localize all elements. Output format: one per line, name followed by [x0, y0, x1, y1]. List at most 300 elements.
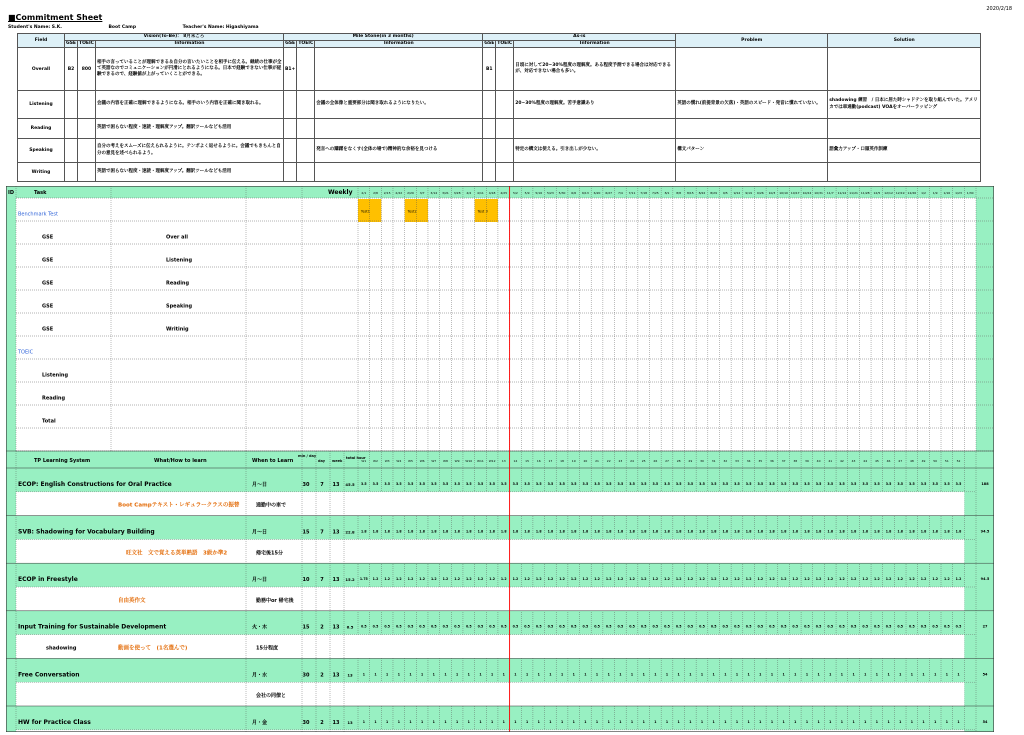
- weekly-hours: 1: [922, 672, 925, 677]
- weekly-hours: 1: [525, 719, 529, 724]
- week-number: 44: [863, 459, 868, 463]
- weekly-hours: 1.8: [745, 529, 752, 534]
- weekly-hours: 0.5: [489, 624, 495, 629]
- weekly-hours: 1.2: [920, 577, 927, 582]
- week-number: 43: [851, 459, 856, 463]
- weekly-hours: 3.5: [605, 481, 612, 486]
- weekly-hours: 3.5: [454, 481, 460, 486]
- weekly-hours: 1: [770, 672, 774, 677]
- vision-cell-v-toeic: [78, 163, 96, 182]
- vision-cell-a-info: [514, 163, 676, 182]
- vision-cell-v-toeic: [78, 119, 96, 139]
- lh-min-header: min / day: [298, 454, 317, 458]
- vision-cell-a-gse: [483, 139, 496, 163]
- weekly-hours: 0.5: [944, 624, 950, 629]
- weekly-hours: 1: [945, 672, 948, 677]
- vision-cell-v-gse: [65, 163, 78, 182]
- weekly-hours: 3.5: [617, 481, 624, 486]
- teacher-name: Teacher's Name: Higashiyama: [182, 25, 259, 30]
- date-label: 10/17: [790, 191, 800, 195]
- weekly-hours: 1.2: [454, 577, 460, 582]
- weekly-hours: 1: [654, 672, 657, 677]
- weekly-hours: 1: [817, 719, 820, 724]
- date-label: 2/8: [373, 191, 378, 195]
- program-week: 13: [332, 624, 340, 631]
- weekly-hours: 1.8: [500, 529, 507, 534]
- date-label: 8/15: [686, 191, 694, 195]
- date-label: 11/7: [826, 191, 834, 195]
- weekly-hours: 1: [875, 719, 878, 724]
- weekly-hours: 3.5: [757, 481, 764, 486]
- vision-cell-m-gse: B1+: [283, 48, 296, 91]
- weekly-hours: 1: [619, 672, 622, 677]
- weekly-hours: 1: [805, 672, 809, 677]
- weekly-hours: 1: [922, 719, 925, 724]
- weekly-hours: 1.2: [687, 577, 694, 582]
- vision-cell-a-info: 日頃に対して20~30%程度の理解度。ある程度予測できる場合は対応できるが、対応できない場合も多い。: [514, 48, 676, 91]
- program-total: 13: [347, 672, 353, 678]
- week-number: W4: [396, 459, 402, 463]
- weekly-hours: 1: [899, 719, 902, 724]
- vision-cell-problem: [676, 119, 828, 139]
- vision-cell-m-gse: [283, 163, 296, 182]
- weekly-hours: 1: [560, 719, 564, 724]
- weekly-hours: 1.2: [710, 577, 717, 582]
- vision-row: [18, 139, 981, 163]
- vision-cell-a-gse: [483, 163, 496, 182]
- weekly-hours: 1: [875, 672, 878, 677]
- weekly-hours: 1.8: [897, 529, 904, 534]
- bench-row-label: Reading: [42, 395, 66, 402]
- weekly-hours: 0.5: [920, 624, 927, 629]
- date-label: 5/2: [513, 191, 518, 195]
- program-sub-when: 会社の同僚と: [256, 693, 287, 700]
- bench-row-label: GSE: [42, 326, 54, 333]
- weekly-hours: 1: [677, 719, 680, 724]
- weekly-hours: 3.5: [372, 481, 379, 486]
- weekly-hours: 1: [864, 719, 867, 724]
- program-week: 13: [332, 529, 340, 536]
- week-number: 23: [618, 459, 623, 463]
- program-name: ECOP in Freestyle: [18, 576, 78, 584]
- week-number: 16: [536, 459, 541, 463]
- weekly-hours: 3.5: [944, 481, 950, 486]
- week-number: 49: [921, 459, 926, 463]
- weekly-hours: 1: [840, 672, 844, 677]
- week-number: W12: [488, 459, 496, 463]
- weekly-hours: 1: [735, 719, 739, 724]
- weekly-hours: 1.2: [512, 577, 519, 582]
- weekly-hours: 1: [467, 719, 470, 724]
- weekly-hours: 0.5: [535, 624, 542, 629]
- task-header: Task: [34, 190, 47, 196]
- weekly-hours: 1.8: [780, 529, 787, 534]
- bench-grid-bg: [358, 198, 994, 451]
- vision-cell-m-gse: [283, 119, 296, 139]
- lh-day-header: day: [318, 459, 326, 463]
- weekly-hours: 0.5: [909, 624, 915, 629]
- date-label: 1/2: [921, 191, 926, 195]
- weekly-hours: 3.5: [932, 481, 939, 486]
- week-number: 31: [711, 459, 716, 463]
- program-when: 月・金: [252, 719, 268, 726]
- date-label: 9/26: [756, 191, 764, 195]
- vision-cell-field: Speaking: [18, 139, 65, 163]
- weekly-hours: 0.5: [664, 624, 670, 629]
- weekly-hours: 0.5: [815, 624, 822, 629]
- weekly-hours: 1.2: [722, 577, 729, 582]
- milestone-gse-header: GSE: [285, 41, 296, 46]
- vision-cell-m-gse: [283, 139, 296, 163]
- weekly-header: Weekly: [328, 189, 353, 196]
- date-label: 10/31: [814, 191, 823, 195]
- lh-system-header: TP Learning System: [34, 458, 91, 464]
- program-sum: 94.5: [980, 577, 990, 582]
- vision-cell-v-gse: [65, 139, 78, 163]
- vision-cell-v-info: 英語で困らない程度・速読・理解度アップ。翻訳ツールなども活用: [95, 163, 283, 182]
- weekly-hours: 1: [782, 672, 785, 677]
- weekly-hours: 1: [514, 719, 517, 724]
- weekly-hours: 1: [479, 719, 482, 724]
- vision-cell-field: Writing: [18, 163, 65, 182]
- date-label: 1/16: [943, 191, 951, 195]
- weekly-hours: 0.5: [582, 624, 589, 629]
- week-number: 20: [583, 459, 588, 463]
- weekly-hours: 1: [386, 672, 389, 677]
- test-label: Test 3: [477, 209, 488, 214]
- weekly-hours: 1: [572, 672, 575, 677]
- date-label: 6/6: [571, 191, 577, 195]
- weekly-hours: 1: [934, 719, 937, 724]
- weekly-hours: 1.8: [815, 529, 822, 534]
- weekly-hours: 1: [724, 672, 727, 677]
- weekly-hours: 1: [386, 719, 389, 724]
- date-label: 3/28: [453, 191, 461, 195]
- weekly-hours: 0.5: [687, 624, 694, 629]
- weekly-hours: 3.5: [629, 481, 635, 486]
- date-label: 12/12: [884, 191, 893, 195]
- weekly-hours: 0.5: [745, 624, 752, 629]
- weekly-hours: 3.5: [664, 481, 670, 486]
- vision-header: Vision(To-Be)： 8月末ごろ: [65, 34, 284, 41]
- weekly-hours: 0.5: [897, 624, 904, 629]
- weekly-hours: 1.8: [652, 529, 659, 534]
- weekly-hours: 0.5: [699, 624, 705, 629]
- weekly-hours: 1.8: [384, 529, 390, 534]
- program-sum: 54: [982, 672, 988, 677]
- vision-gse-header: GSE: [66, 41, 77, 46]
- weekly-hours: 1: [665, 719, 669, 724]
- date-label: 12/5: [873, 191, 881, 195]
- weekly-hours: 1.2: [489, 577, 495, 582]
- date-label: 7/4: [617, 191, 623, 195]
- weekly-hours: 0.5: [804, 624, 810, 629]
- weekly-hours: 0.5: [547, 624, 554, 629]
- weekly-hours: 0.5: [722, 624, 729, 629]
- date-label: 6/27: [605, 191, 613, 195]
- weekly-hours: 1.8: [827, 529, 834, 534]
- weekly-hours: 1.2: [769, 577, 775, 582]
- weekly-hours: 1.8: [850, 529, 857, 534]
- week-number: 18: [560, 459, 564, 463]
- weekly-hours: 1.2: [384, 577, 390, 582]
- weekly-hours: 1: [700, 672, 704, 677]
- weekly-hours: 3.5: [920, 481, 927, 486]
- program-sub-what: 自由英作文: [118, 597, 146, 604]
- weekly-hours: 1: [560, 672, 564, 677]
- bench-row-label: TOEIC: [18, 349, 34, 356]
- week-number: 39: [805, 459, 809, 463]
- vision-cell-m-toeic: [297, 91, 315, 119]
- weekly-hours: 1.2: [372, 577, 379, 582]
- week-number: 34: [746, 459, 751, 463]
- weekly-hours: 1.8: [804, 529, 810, 534]
- program-day: 2: [320, 719, 324, 726]
- weekly-hours: 1.2: [839, 577, 845, 582]
- week-number: W8: [443, 459, 448, 463]
- weekly-hours: 0.5: [594, 624, 600, 629]
- vision-cell-problem: 英語の慣れ(前提背景の欠落)・英語のスピード・発音に慣れていない。: [676, 91, 828, 119]
- weekly-hours: 3.5: [477, 481, 484, 486]
- weekly-hours: 1: [607, 672, 610, 677]
- weekly-hours: 1.2: [862, 577, 869, 582]
- weekly-hours: 1: [665, 672, 669, 677]
- program-sub-what: Boot Campテキスト・レギュラークラスの振替: [118, 502, 240, 509]
- weekly-hours: 3.5: [547, 481, 554, 486]
- weekly-hours: 1: [479, 672, 482, 677]
- weekly-hours: 0.5: [839, 624, 845, 629]
- weekly-hours: 0.5: [477, 624, 484, 629]
- weekly-hours: 1: [747, 719, 750, 724]
- week-number: 13: [501, 459, 506, 463]
- vision-cell-v-info: 自分の考えをスムーズに伝えられるように。テンポよく返せるように。会議でもきちんと自分の意見を述べられるよう。: [95, 139, 283, 163]
- week-number: 36: [770, 459, 774, 463]
- weekly-hours: 3.5: [594, 481, 600, 486]
- weekly-hours: 1: [852, 719, 855, 724]
- program-sub-left: shadowing: [46, 645, 77, 652]
- program-sub-what: 動画を使って (1名選んで): [118, 645, 188, 652]
- weekly-hours: 1.2: [477, 577, 484, 582]
- weekly-hours: 1.8: [792, 529, 799, 534]
- weekly-hours: 1: [595, 719, 599, 724]
- date-label: 9/19: [745, 191, 752, 195]
- weekly-hours: 1.2: [617, 577, 624, 582]
- weekly-hours: 1: [444, 672, 447, 677]
- weekly-hours: 1: [432, 672, 435, 677]
- weekly-hours: 1.8: [734, 529, 740, 534]
- weekly-hours: 1.2: [745, 577, 752, 582]
- sheet-date: 2020/2/18: [986, 6, 1012, 12]
- weekly-hours: 1.2: [699, 577, 705, 582]
- bench-row-label: GSE: [42, 257, 54, 264]
- weekly-hours: 1: [700, 719, 704, 724]
- week-number: 46: [886, 459, 891, 463]
- vision-cell-a-toeic: [496, 91, 514, 119]
- weekly-hours: 1.2: [675, 577, 682, 582]
- weekly-hours: 1: [374, 719, 377, 724]
- weekly-hours: 3.5: [640, 481, 647, 486]
- vision-cell-v-info: 相手の言っていることが理解できる＆自分の言いたいことを相手に伝える。継続の仕事が全て英語なのでコミュニケーションが円滑にとれるようになる。日本で経験できない仕事が経験できるので、経験値が上がっていくことができる。: [95, 48, 283, 91]
- date-label: 4/25: [500, 191, 508, 195]
- vision-cell-v-toeic: [78, 139, 96, 163]
- weekly-hours: 3.5: [489, 481, 495, 486]
- weekly-hours: 3.5: [570, 481, 577, 486]
- week-number: 14: [513, 459, 518, 463]
- date-label: 7/11: [628, 191, 636, 195]
- program-week: 13: [332, 672, 340, 679]
- weekly-hours: 1: [794, 672, 797, 677]
- weekly-hours: 0.5: [454, 624, 460, 629]
- date-label: 5/9: [524, 191, 530, 195]
- vision-cell-field: Listening: [18, 91, 65, 119]
- week-number: 19: [571, 459, 576, 463]
- weekly-hours: 1.2: [757, 577, 764, 582]
- vision-cell-field: Reading: [18, 119, 65, 139]
- weekly-hours: 1: [584, 719, 587, 724]
- vision-cell-a-toeic: [496, 48, 514, 91]
- vision-cell-problem: [676, 163, 828, 182]
- program-sub-when: 通勤中の車で: [256, 502, 287, 509]
- bench-row-label: GSE: [42, 280, 54, 287]
- student-name: Student's Name: S.K.: [8, 25, 62, 30]
- weekly-hours: 1: [595, 672, 599, 677]
- bench-row-label: GSE: [42, 234, 54, 241]
- weekly-hours: 0.5: [419, 624, 425, 629]
- weekly-hours: 1.8: [419, 529, 425, 534]
- date-label: 4/11: [477, 191, 484, 195]
- weekly-hours: 3.5: [395, 481, 402, 486]
- bench-row-sub: Reading: [166, 280, 190, 287]
- program-total: 45.5: [345, 481, 355, 487]
- date-label: 11/14: [837, 191, 847, 195]
- weekly-hours: 1.2: [547, 577, 554, 582]
- weekly-hours: 1: [456, 672, 459, 677]
- week-number: 52: [956, 459, 961, 463]
- week-number: 27: [665, 459, 669, 463]
- weekly-hours: 3.5: [862, 481, 869, 486]
- date-label: 11/21: [849, 191, 858, 195]
- week-number: 15: [525, 459, 529, 463]
- weekly-hours: 0.5: [617, 624, 624, 629]
- week-number: 28: [676, 459, 681, 463]
- program-week: 13: [332, 719, 340, 726]
- weekly-hours: 3.5: [885, 481, 892, 486]
- date-label: 3/14: [430, 191, 438, 195]
- vision-cell-m-info: [315, 119, 483, 139]
- weekly-hours: 1: [607, 719, 610, 724]
- weekly-hours: 1.2: [442, 577, 449, 582]
- weekly-hours: 3.5: [827, 481, 834, 486]
- date-label: 12/19: [895, 191, 905, 195]
- program-week: 13: [332, 577, 340, 584]
- weekly-hours: 3.5: [500, 481, 507, 486]
- week-number: 30: [700, 459, 704, 463]
- weekly-hours: 1.2: [897, 577, 904, 582]
- weekly-hours: 1: [945, 719, 948, 724]
- program-when: 月～日: [252, 481, 268, 488]
- weekly-hours: 1: [584, 672, 587, 677]
- weekly-hours: 1.8: [559, 529, 565, 534]
- weekly-hours: 3.5: [465, 481, 472, 486]
- weekly-hours: 1.2: [792, 577, 799, 582]
- weekly-hours: 1.2: [524, 577, 530, 582]
- vision-cell-solution: shadowing 練習 / 日本に居た時シャドテンを取り組んでいた。アメリカでは車通勤(podcast) VOAをオーバーラッピング: [828, 91, 981, 119]
- program-name: HW for Practice Class: [18, 718, 91, 726]
- weekly-hours: 1.2: [407, 577, 414, 582]
- week-number: W6: [419, 459, 425, 463]
- week-number: 45: [874, 459, 879, 463]
- weekly-hours: 1: [432, 719, 435, 724]
- weekly-hours: 1: [572, 719, 575, 724]
- date-label: 3/7: [419, 191, 425, 195]
- weekly-hours: 3.5: [850, 481, 857, 486]
- vision-row: [18, 163, 981, 182]
- week-number: 51: [944, 459, 949, 463]
- vision-cell-m-info: 発言への躊躇をなくす(全体の場で)精神的な余裕を見つける: [315, 139, 483, 163]
- week-number: W11: [477, 459, 484, 463]
- weekly-hours: 0.5: [524, 624, 530, 629]
- weekly-hours: 1: [770, 719, 774, 724]
- vision-cell-solution: 語彙力アップ・口頭英作訓練: [828, 139, 981, 163]
- lh-when-header: When to Learn: [252, 458, 294, 464]
- weekly-hours: 3.5: [897, 481, 904, 486]
- weekly-hours: 0.5: [932, 624, 939, 629]
- week-number: 17: [548, 459, 553, 463]
- weekly-hours: 3.5: [430, 481, 437, 486]
- week-number: 32: [723, 459, 728, 463]
- weekly-hours: 1.2: [850, 577, 857, 582]
- weekly-hours: 1: [630, 672, 634, 677]
- date-label: 2/15: [383, 191, 391, 195]
- program-total: 22.8: [345, 529, 355, 535]
- sheet-meta: [8, 25, 304, 30]
- week-number: 25: [641, 459, 646, 463]
- weekly-hours: 1.2: [629, 577, 635, 582]
- weekly-hours: 1: [689, 672, 692, 677]
- weekly-hours: 0.5: [769, 624, 775, 629]
- date-label: 7/18: [640, 191, 648, 195]
- weekly-hours: 3.5: [804, 481, 810, 486]
- program-when: 月～日: [252, 529, 268, 536]
- weekly-hours: 1: [829, 672, 832, 677]
- weekly-hours: 1: [759, 672, 762, 677]
- weekly-hours: 1: [782, 719, 785, 724]
- weekly-hours: 1.8: [769, 529, 775, 534]
- week-number: 42: [839, 459, 844, 463]
- weekly-hours: 1.2: [430, 577, 437, 582]
- asis-toeic-header: TOEIC: [497, 41, 513, 46]
- weekly-hours: 0.5: [780, 624, 787, 629]
- weekly-hours: 1: [421, 672, 424, 677]
- date-label: 9/5: [722, 191, 728, 195]
- weekly-hours: 0.5: [734, 624, 740, 629]
- weekly-hours: 1.8: [605, 529, 612, 534]
- weekly-hours: 3.5: [442, 481, 449, 486]
- week-number: 37: [781, 459, 786, 463]
- weekly-hours: 1.2: [640, 577, 647, 582]
- lh-what-header: What/How to learn: [154, 458, 207, 464]
- program-day: 7: [320, 529, 324, 536]
- date-label: 8/22: [698, 191, 706, 195]
- vision-cell-a-info: [514, 119, 676, 139]
- weekly-hours: 0.5: [605, 624, 612, 629]
- weekly-hours: 1.8: [372, 529, 379, 534]
- date-label: 4/4: [466, 191, 472, 195]
- weekly-hours: 1: [654, 719, 657, 724]
- program-sum: 27: [982, 624, 988, 629]
- week-number: W3: [384, 459, 390, 463]
- weekly-hours: 0.5: [850, 624, 857, 629]
